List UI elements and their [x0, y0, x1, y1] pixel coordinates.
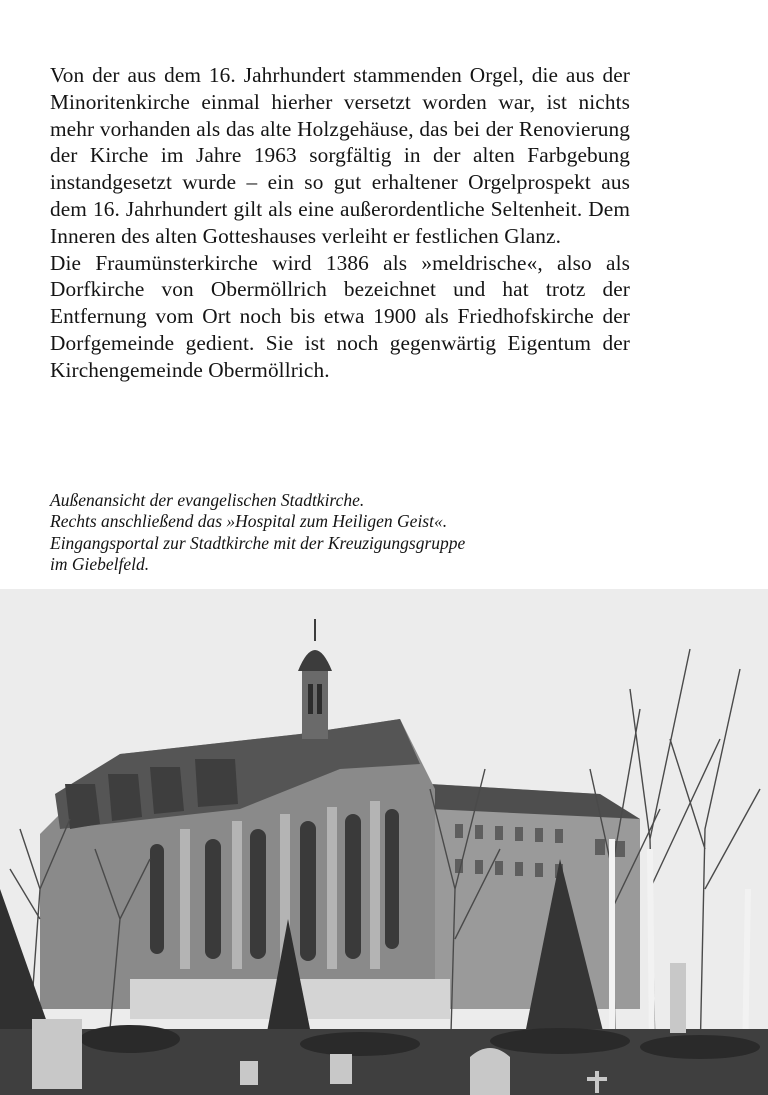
paragraph-fraumuenster: Die Fraumünsterkirche wird 1386 als »meldrische«, also als Dorfkirche von Obermöllrich bezeichnet und hat trotz der Entfernung vom Ort noch bis etwa 1900 als Friedhofskirche der Dorfgemeinde gedient. Sie ist noch gegenwärtig Eigentum der Kirchengemeinde Obermöllrich.	[50, 250, 630, 382]
church-photo	[0, 589, 768, 1095]
ridge-turret	[302, 669, 328, 739]
caption-line: Außenansicht der evangelischen Stadtkirche.	[50, 490, 365, 510]
caption-line: im Giebelfeld.	[50, 553, 150, 574]
caption-line: Rechts anschließend das »Hospital zum Heiligen Geist«.	[50, 511, 448, 532]
caption-line: Eingangsportal zur Stadtkirche mit der Kreuzigungsgruppe	[50, 532, 466, 553]
body-text	[50, 62, 630, 384]
photo-caption	[50, 490, 650, 575]
church-photo-illustration	[0, 589, 768, 1095]
hospital-building	[430, 784, 640, 1009]
paragraph-organ: Von der aus dem 16. Jahrhundert stammenden Orgel, die aus der Minoritenkirche einmal hierher versetzt worden war, ist nichts mehr vorhanden als das alte Holzgehäuse, das bei der Renovierung der Kirche im Jahre 1963 sorgfältig in der alten Farbgebung instandgesetzt wurde – ein so gut erhaltener Orgelprospekt aus dem 16. Jahrhundert gilt als eine außerordentliche Seltenheit. Dem Inneren des alten Gotteshauses verleiht er festlichen Glanz.	[50, 63, 630, 248]
